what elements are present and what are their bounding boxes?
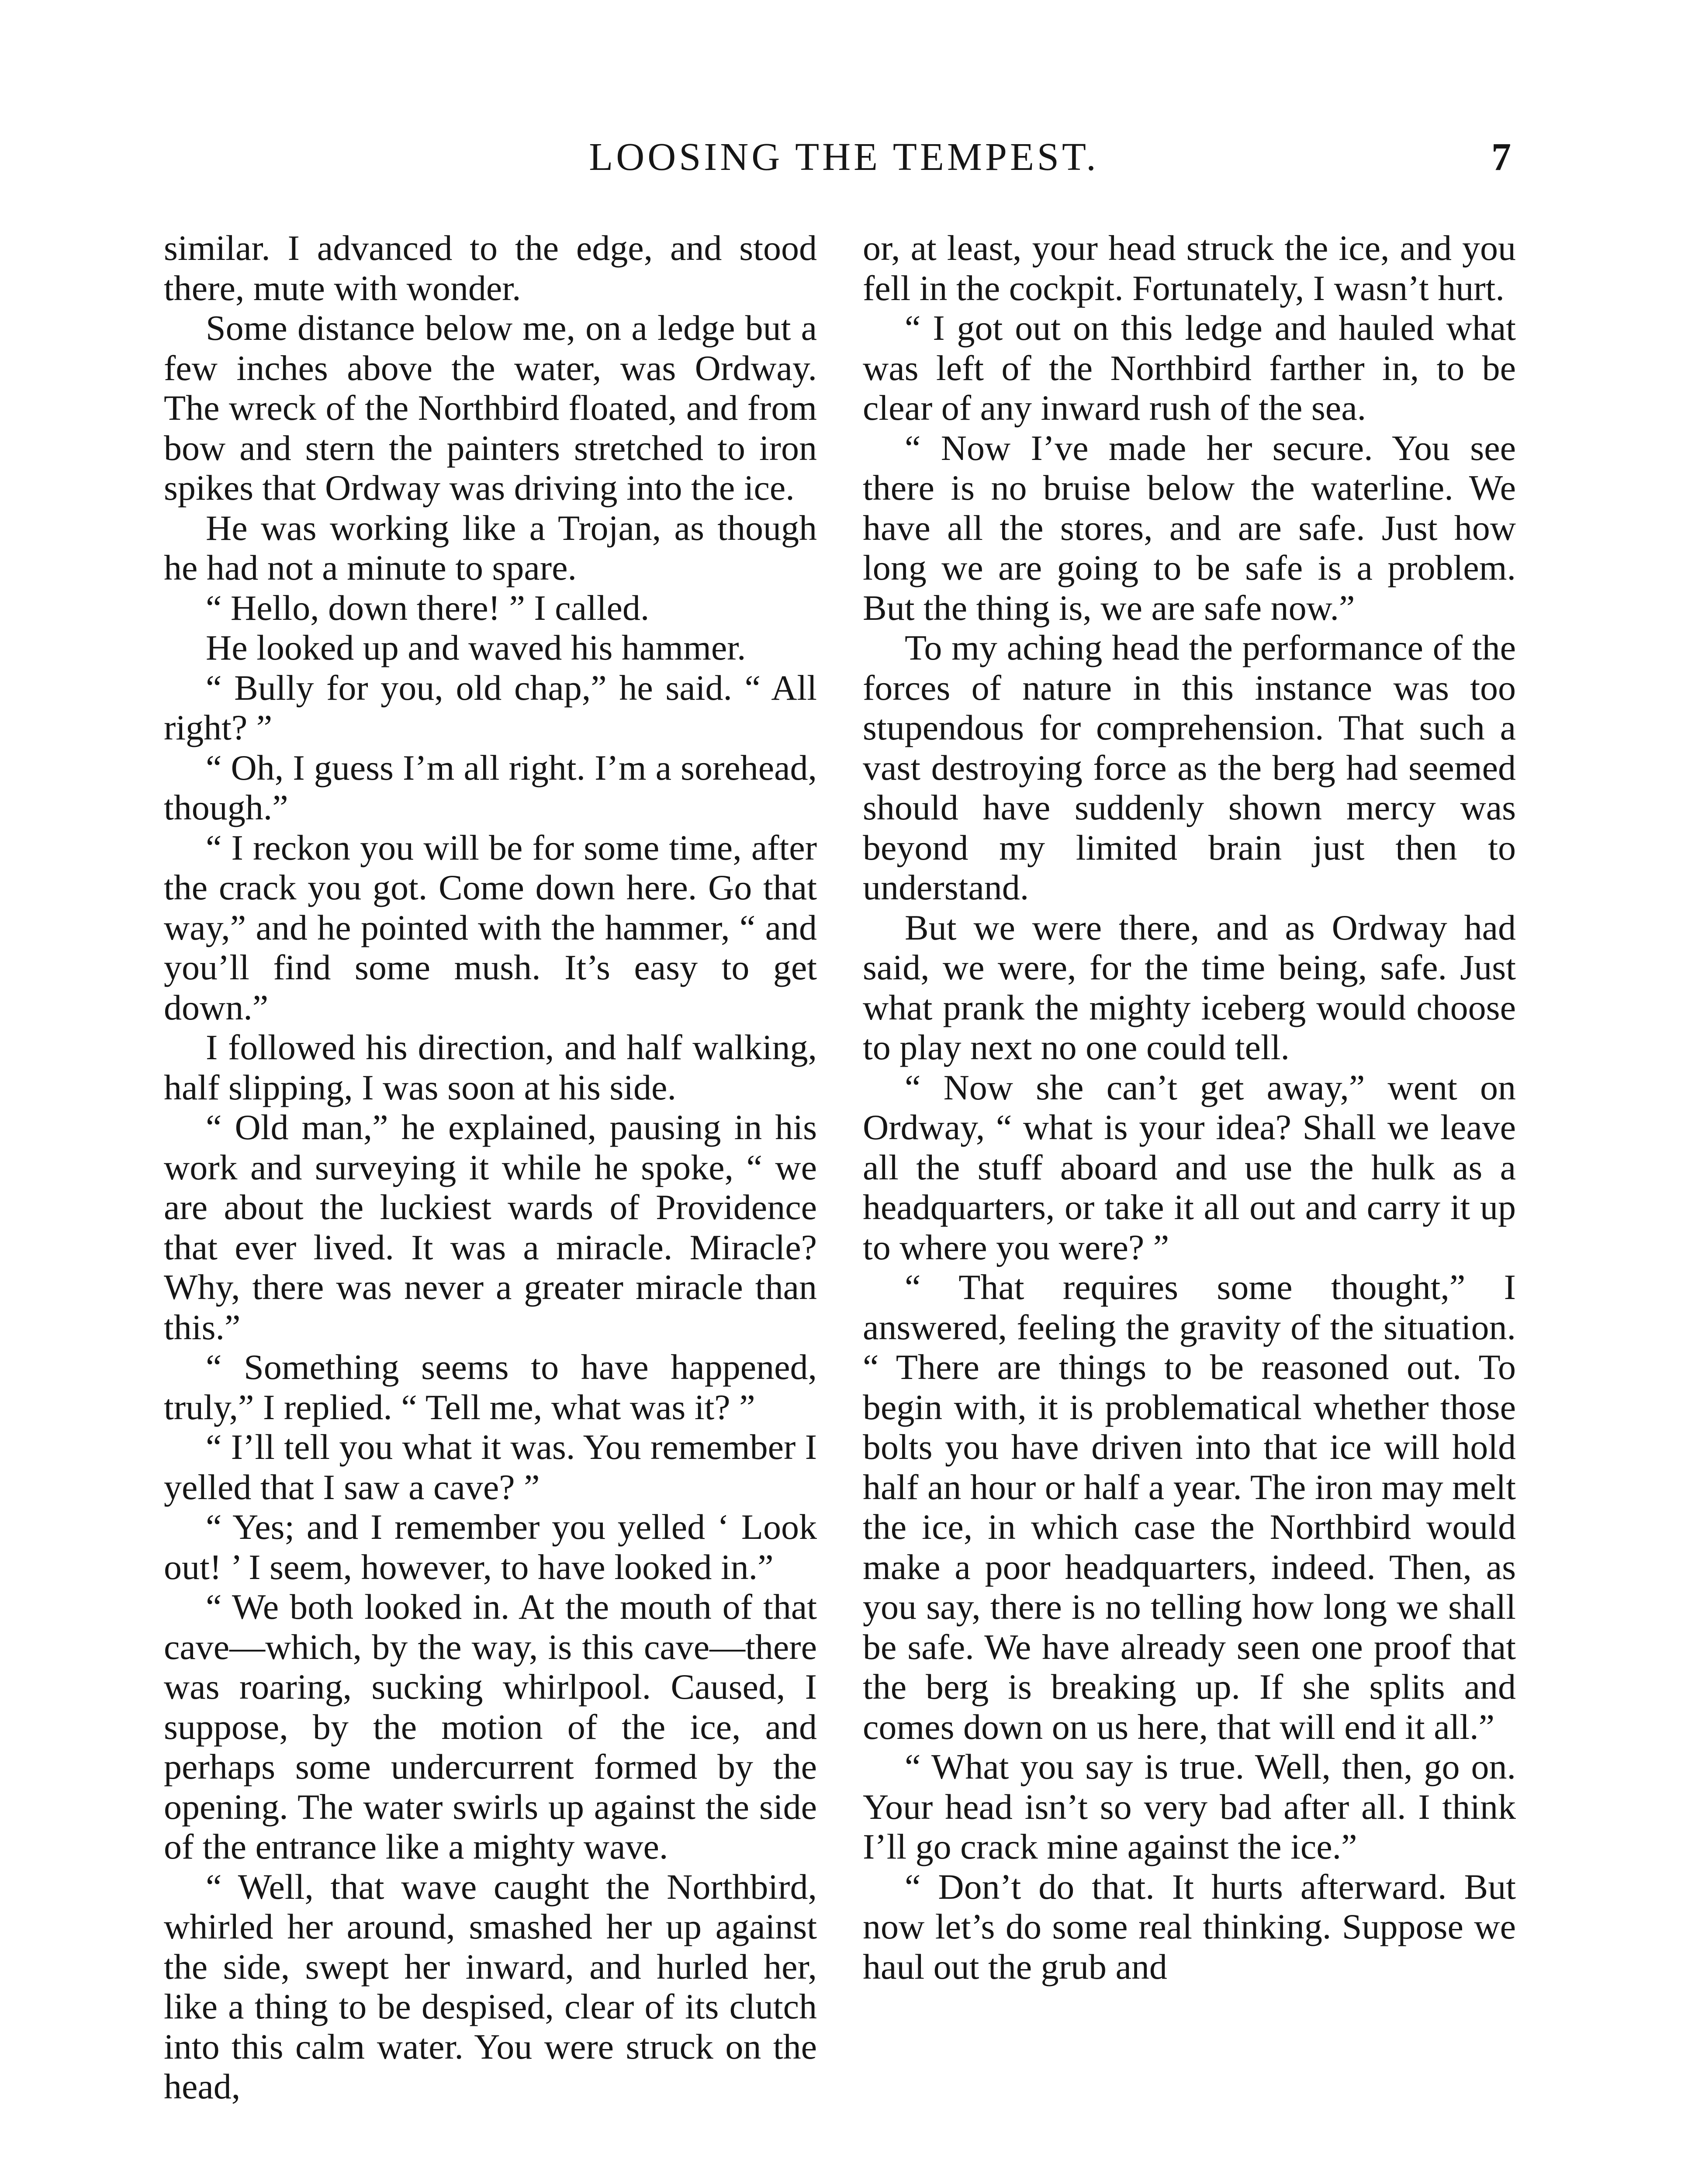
paragraph: Some distance below me, on a ledge but a few inches above the water, was Ordway. The wreck of the Northbird floated, and from bow and stern the painters stretched to iron spikes that Ordway was driving into the ice. bbox=[164, 308, 817, 508]
page-header bbox=[0, 131, 1688, 183]
paragraph: “ Hello, down there! ” I called. bbox=[206, 587, 650, 628]
paragraph: or, at least, your head struck the ice, and you fell in the cockpit. Fortunately, I wasn’t hurt. bbox=[863, 228, 1516, 308]
paragraph: “ I reckon you will be for some time, after the crack you got. Come down here. Go that way,” and he pointed with the hammer, “ and you’ll find some mush. It’s easy to get down.” bbox=[164, 827, 817, 1027]
paragraph: “ What you say is true. Well, then, go on. Your head isn’t so very bad after all. I think I’ll go crack mine against the ice.” bbox=[863, 1747, 1516, 1866]
paragraph: “ Old man,” he explained, pausing in his work and surveying it while he spoke, “ we are about the luckiest wards of Providence that ever lived. It was a miracle. Miracle? Why, there was never a greater miracle than this.” bbox=[164, 1107, 817, 1347]
paragraph: “ Don’t do that. It hurts afterward. But now let’s do some real thinking. Suppose we haul out the grub and bbox=[863, 1866, 1516, 1987]
paragraph: “ I got out on this ledge and hauled what was left of the Northbird farther in, to be clear of any inward rush of the sea. bbox=[863, 308, 1516, 428]
paragraph: “ Oh, I guess I’m all right. I’m a sorehead, though.” bbox=[164, 747, 817, 827]
paragraph: “ Now I’ve made her secure. You see there is no bruise below the waterline. We have all the stores, and are safe. Just how long we are going to be safe is a problem. But the thing is, we are safe now.” bbox=[863, 428, 1516, 628]
paragraph: “ We both looked in. At the mouth of that cave—which, by the way, is this cave—there was roaring, sucking whirlpool. Caused, I suppose, by the motion of the ice, and perhaps some undercurrent formed by the opening. The water swirls up against the side of the entrance like a mighty wave. bbox=[164, 1587, 817, 1866]
paragraph: “ That requires some thought,” I answered, feeling the gravity of the situation. “ There are things to be reasoned out. To begin with, it is problematical whether those bolts you have driven into that ice will hold half an hour or half a year. The iron may melt the ice, in which case the Northbird would make a poor headquarters, indeed. Then, as you say, there is no telling how long we shall be safe. We have already seen one proof that the berg is breaking up. If she splits and comes down on us here, that will end it all.” bbox=[863, 1267, 1516, 1747]
paragraph: But we were there, and as Ordway had said, we were, for the time being, safe. Just what prank the mighty iceberg would choose to play next no one could tell. bbox=[863, 907, 1516, 1067]
paragraph: “ Well, that wave caught the Northbird, whirled her around, smashed her up against the side, swept her inward, and hurled her, like a thing to be despised, clear of its clutch into this calm water. You were struck on the head, bbox=[164, 1866, 817, 2106]
paragraph: “ Bully for you, old chap,” he said. “ All right? ” bbox=[164, 667, 817, 747]
paragraph: “ Something seems to have happened, truly,” I replied. “ Tell me, what was it? ” bbox=[164, 1347, 817, 1427]
right-column bbox=[863, 228, 1516, 1987]
paragraph: “ I’ll tell you what it was. You remember I yelled that I saw a cave? ” bbox=[164, 1427, 817, 1507]
paragraph: I followed his direction, and half walking, half slipping, I was soon at his side. bbox=[164, 1027, 817, 1107]
running-title: LOOSING THE TEMPEST. bbox=[589, 135, 1099, 179]
paragraph: similar. I advanced to the edge, and stood there, mute with wonder. bbox=[164, 228, 817, 308]
paragraph: “ Now she can’t get away,” went on Ordway, “ what is your idea? Shall we leave all the stuff aboard and use the hulk as a headquarters, or take it all out and carry it up to where you were? ” bbox=[863, 1067, 1516, 1267]
left-column bbox=[164, 228, 817, 2107]
paragraph: “ Yes; and I remember you yelled ‘ Look out! ’ I seem, however, to have looked in.” bbox=[164, 1507, 817, 1587]
page-number: 7 bbox=[1491, 135, 1511, 179]
paragraph: To my aching head the performance of the forces of nature in this instance was too stupendous for comprehension. That such a vast destroying force as the berg had seemed should have suddenly shown mercy was beyond my limited brain just then to understand. bbox=[863, 628, 1516, 907]
paragraph: He was working like a Trojan, as though he had not a minute to spare. bbox=[164, 508, 817, 587]
paragraph: He looked up and waved his hammer. bbox=[206, 628, 746, 667]
